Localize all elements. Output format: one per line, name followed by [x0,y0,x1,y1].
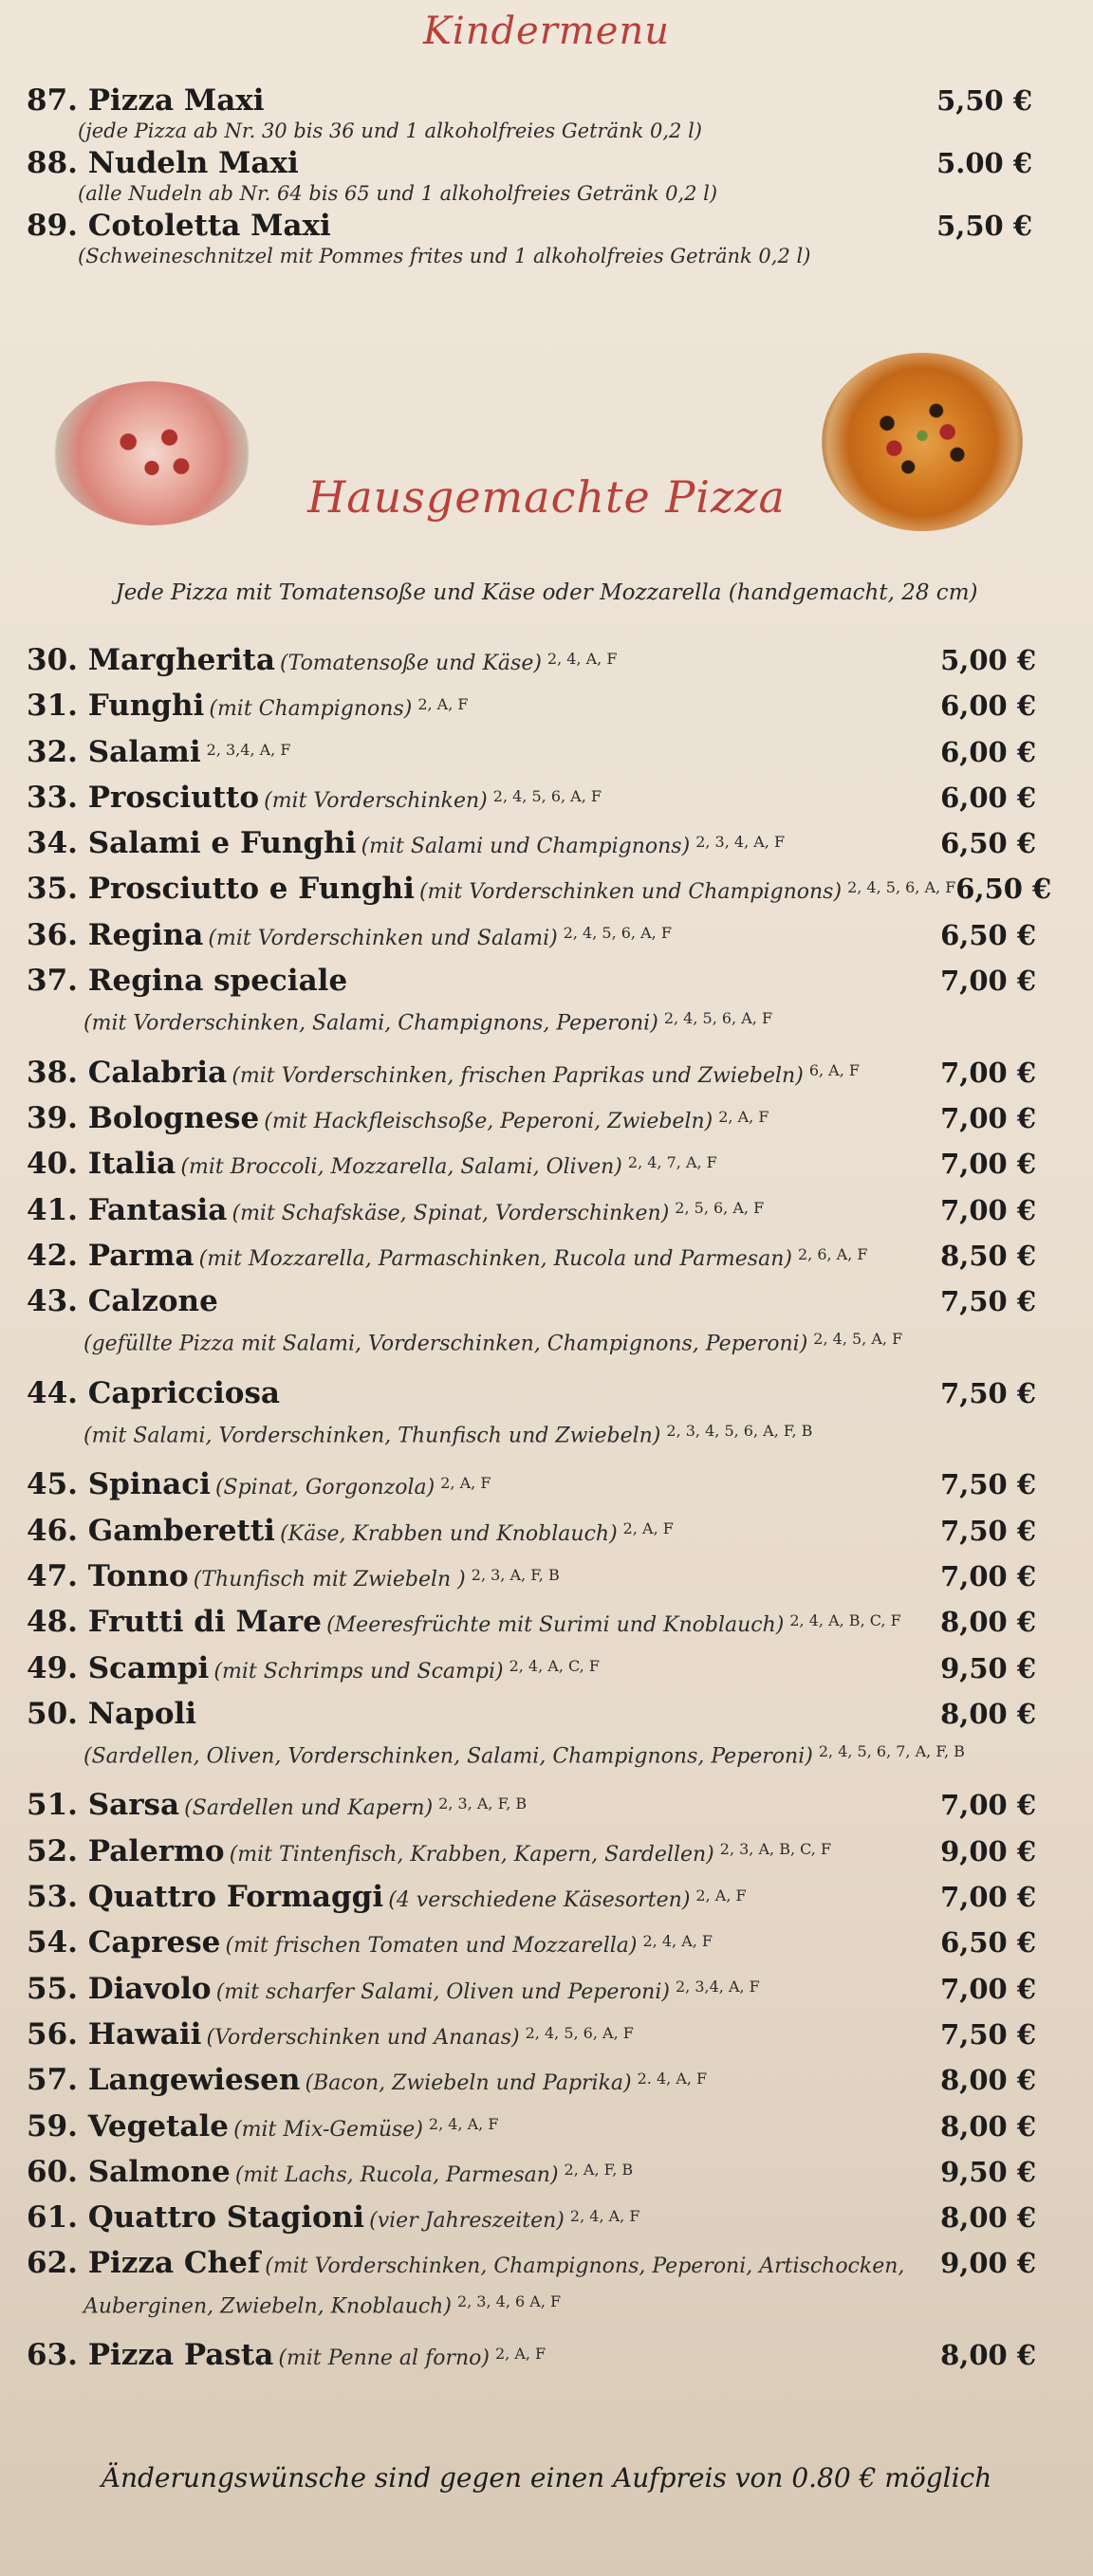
item-line [27,1467,1036,1513]
item-left [27,1559,560,1593]
item-allergens: 2, 4, 5, 6, A, F [563,924,672,943]
item-price: 6,50 € [940,827,1036,860]
item-name: 57. Langewiesen [27,2063,301,2098]
item-left [27,2246,904,2280]
item-allergens: 2, 6, A, F [797,1244,868,1263]
item-allergens: 2, A, F [622,1519,674,1538]
item-left [27,1880,747,1914]
item-allergens: 2, A, F, B [564,2161,634,2180]
item-price: 5,00 € [940,644,1036,676]
item-description: (Sardellen und Kapern) [184,1796,434,1821]
item-line [27,1880,1036,1925]
kids-menu-title: Kindermenu [423,9,670,53]
item-name: 51. Sarsa [27,1788,180,1823]
item-left [27,918,672,952]
menu-item [27,2063,1036,2108]
item-line [27,1559,1036,1605]
item-description: (mit frischen Tomaten und Mozzarella) [225,1934,638,1959]
item-allergens: 2, 4, 5, 6, A, F [847,878,956,897]
item-description: (jede Pizza ab Nr. 30 bis 36 und 1 alkoholfreies Getränk 0,2 l) [78,120,702,142]
item-line [27,735,1036,781]
item-name: 40. Italia [27,1147,176,1182]
pizza-section-intro: Jede Pizza mit Tomatensoße und Käse oder Mozzarella (handgemacht, 28 cm) [115,580,978,605]
item-line [27,2200,1036,2246]
item-description: (mit Broccoli, Mozzarella, Salami, Oliven) [180,1155,622,1180]
menu-item [27,1514,1036,1559]
item-line [27,1056,1036,1101]
item-description: (mit Salami, Vorderschinken, Thunfisch und Zwiebeln) [83,1424,661,1448]
item-left [27,2338,546,2372]
item-price: 8,00 € [940,2064,1036,2097]
item-price: 8,50 € [940,1239,1036,1272]
menu-item [27,2246,1036,2338]
item-name: 48. Frutti di Mare [27,1605,322,1640]
item-name: 55. Diavolo [27,1971,212,2006]
item-allergens: 2, 3, A, B, C, F [719,1840,832,1859]
item-line [27,2246,1036,2291]
item-line [27,2017,1036,2063]
menu-item [27,826,1036,872]
item-allergens: 2, 4, A, F [428,2115,499,2134]
item-name: 35. Prosciutto e Funghi [27,872,415,907]
item-name: 89. Cotoletta Maxi [27,209,331,243]
item-price: 7,50 € [940,1376,1036,1409]
item-line [27,689,1036,734]
item-allergens: 2, 3, A, F, B [471,1565,560,1584]
item-allergens: 2, 3, 4, 5, 6, A, F, B [666,1422,813,1441]
item-left [27,1925,713,1960]
item-price: 7,00 € [940,1559,1036,1592]
item-name: 88. Nudeln Maxi [27,146,299,180]
item-left [27,1514,674,1548]
item-line [27,2155,1036,2200]
item-description: (mit Schrimps und Scampi) [213,1659,504,1684]
item-line [27,1284,1036,1330]
item-line [27,1514,1036,1559]
menu-item [27,918,1036,964]
item-line [27,826,1036,872]
item-name: 34. Salami e Funghi [27,826,357,861]
item-description: (mit Vorderschinken, frischen Paprikas und Zwiebeln) [232,1063,804,1088]
item-line [27,1788,1036,1833]
item-left [27,1834,831,1868]
item-left [27,2063,707,2097]
item-sub-left [83,1742,965,1768]
item-description: (mit Vorderschinken) [264,788,488,813]
item-allergens: 2, 4, 5, 6, A, F [525,2023,634,2042]
item-price: 5.00 € [936,147,1032,179]
menu-item [27,964,1036,1056]
item-price: 7,00 € [940,965,1036,998]
item-allergens: 2, 4, A, C, F [509,1657,600,1676]
item-price: 9,00 € [940,2247,1036,2280]
menu-item [27,83,1032,142]
item-description: (Käse, Krabben und Knoblauch) [280,1521,618,1546]
item-allergens: 2, 4, A, F [546,649,618,668]
item-left [27,1101,769,1135]
item-name: 47. Tonno [27,1558,189,1593]
item-name: 42. Parma [27,1238,195,1273]
item-allergens: 2. 4, A, F [637,2069,708,2088]
item-name: 52. Palermo [27,1833,225,1868]
menu-item [27,1284,1036,1376]
item-left [27,1605,901,1639]
item-left [27,689,469,723]
menu-item [27,209,1032,267]
item-price: 6,50 € [955,873,1052,906]
item-allergens: 2, 4, A, B, C, F [789,1610,901,1629]
menu-item [27,1559,1036,1605]
item-price: 8,00 € [940,2201,1036,2235]
item-name: 45. Spinaci [27,1467,211,1502]
item-allergens: 2, 4, 5, 6, 7, A, F, B [818,1742,965,1761]
item-sub-left [83,2292,561,2318]
item-name: 31. Funghi [27,689,205,724]
item-price: 9,50 € [940,2155,1036,2188]
item-left [27,2017,634,2052]
item-line [27,643,1036,689]
item-name: 30. Margherita [27,643,275,677]
item-name: 61. Quattro Stagioni [27,2200,365,2236]
item-left [27,964,347,998]
item-description: (mit Lachs, Rucola, Parmesan) [234,2162,559,2187]
item-price: 7,50 € [940,1468,1036,1501]
item-name: 41. Fantasia [27,1192,228,1227]
item-left [27,1147,717,1181]
item-line [27,918,1036,964]
item-left [27,2200,639,2235]
item-left [27,2155,633,2189]
menu-item [27,2017,1036,2063]
item-name: 39. Bolognese [27,1100,260,1135]
item-name: 54. Caprese [27,1925,221,1960]
menu-item [27,1101,1036,1147]
menu-item [27,872,1052,917]
item-allergens: 2, 4, 5, 6, A, F [663,1009,773,1028]
item-line [27,964,1036,1009]
item-price: 7,50 € [940,2017,1036,2051]
kids-menu-list [27,83,1032,271]
item-subline [27,1422,1036,1467]
item-name: 56. Hawaii [27,2016,202,2052]
item-name: 38. Calabria [27,1055,228,1090]
item-name: 60. Salmone [27,2154,231,2189]
item-description: (Meeresfrüchte mit Surimi und Knoblauch) [326,1613,785,1638]
menu-item [27,781,1036,826]
item-allergens: 2, 3, 4, 6 A, F [456,2291,562,2310]
item-line [27,781,1036,826]
item-description: (Thunfisch mit Zwiebeln ) [193,1567,466,1592]
menu-item [27,1147,1036,1192]
item-line [27,1605,1036,1650]
item-sub-left [83,1009,772,1035]
item-sub-left [83,1330,902,1355]
item-line [27,1972,1036,2017]
item-name: 32. Salami [27,734,201,769]
item-allergens: 2, A, F [440,1474,491,1493]
item-line [27,1147,1036,1192]
item-name: 44. Capricciosa [27,1375,281,1410]
item-price: 7,00 € [940,1789,1036,1822]
item-price: 7,00 € [940,1193,1036,1226]
item-description: (mit Vorderschinken, Champignons, Peperoni, Artischocken, [265,2254,905,2279]
item-allergens: 2, 4, A, F [569,2206,640,2225]
item-allergens: 6, A, F [808,1061,860,1080]
pizza-section-title: Hausgemachte Pizza [307,471,786,523]
item-description: (Vorderschinken und Ananas) [206,2025,520,2050]
item-description: (mit Tintenfisch, Krabben, Kapern, Sardellen) [229,1842,714,1867]
item-price: 6,50 € [940,1926,1036,1960]
menu-item [27,1834,1036,1880]
item-allergens: 2, 3, A, F, B [438,1794,528,1813]
menu-item [27,1376,1036,1468]
item-subline [27,1330,1036,1375]
item-allergens: 2, 4, 7, A, F [627,1152,717,1171]
item-left [27,1697,196,1731]
item-name: 63. Pizza Pasta [27,2337,274,2372]
item-left [27,781,602,815]
item-description: (alle Nudeln ab Nr. 64 bis 65 und 1 alkoholfreies Getränk 0,2 l) [78,182,718,205]
item-name: 62. Pizza Chef [27,2246,261,2281]
item-description: (mit Hackfleischsoße, Peperoni, Zwiebeln) [264,1109,713,1133]
item-name: 43. Calzone [27,1284,218,1319]
item-line [27,1193,1036,1239]
item-description: (mit Penne al forno) [278,2346,490,2370]
item-price: 5,50 € [936,210,1032,242]
item-allergens: 2, 3,4, A, F [206,741,291,760]
item-price: 8,00 € [940,1606,1036,1639]
item-price: 8,00 € [940,1697,1036,1730]
item-price: 6,00 € [940,735,1036,768]
item-description: (Schweineschnitzel mit Pommes frites und 1 alkoholfreies Getränk 0,2 l) [78,245,811,267]
item-line [27,1925,1036,1971]
item-name: 46. Gamberetti [27,1513,275,1548]
item-description: (mit Vorderschinken und Salami) [208,926,558,950]
item-price: 9,50 € [940,1651,1036,1684]
menu-item [27,1467,1036,1513]
item-left [27,1193,764,1227]
item-price: 8,00 € [940,2109,1036,2143]
item-name: 53. Quattro Formaggi [27,1880,384,1915]
item-allergens: 2, A, F [695,1886,747,1904]
item-price: 7,00 € [940,1056,1036,1089]
menu-item [27,2109,1036,2155]
item-price: 7,00 € [940,1101,1036,1134]
item-line [27,2063,1036,2108]
item-allergens: 2, 4, 5, A, F [813,1330,903,1349]
item-description: (Spinat, Gorgonzola) [214,1476,435,1500]
menu-item [27,1239,1036,1284]
item-price: 6,00 € [940,690,1036,723]
menu-item [27,1193,1036,1239]
menu-item [27,735,1036,781]
item-price: 6,00 € [940,781,1036,814]
item-allergens: 2, 4, A, F [642,1931,713,1950]
item-line [27,1101,1036,1147]
item-name: 87. Pizza Maxi [27,83,265,118]
item-description: (4 verschiedene Käsesorten) [388,1888,691,1913]
item-description: (vier Jahreszeiten) [369,2209,565,2234]
menu-item [27,1651,1036,1697]
item-subline [27,1009,1036,1055]
item-description: (mit Schafskäse, Spinat, Vorderschinken) [232,1201,670,1225]
item-price: 7,00 € [940,1148,1036,1181]
item-name: 59. Vegetale [27,2108,229,2144]
item-name: 50. Napoli [27,1696,197,1731]
menu-item [27,1697,1036,1789]
item-sub-left [83,1422,812,1447]
menu-item [27,1880,1036,1925]
item-left [27,1284,218,1318]
item-allergens: 2, A, F [718,1107,769,1126]
item-price: 7,50 € [940,1514,1036,1547]
item-allergens: 2, 3, 4, A, F [695,832,786,851]
item-description: (mit scharfer Salami, Oliven und Peperoni) [215,1979,670,2004]
item-allergens: 2, 4, 5, 6, A, F [492,786,602,805]
item-description: (mit Mozzarella, Parmaschinken, Rucola und Parmesan) [198,1246,792,1271]
item-left [27,1239,868,1273]
item-left [27,826,785,860]
item-left [27,1788,527,1822]
item-left [27,1651,600,1685]
item-price: 7,00 € [940,1972,1036,2005]
item-allergens: 2, A, F [417,694,469,713]
item-left [27,1376,280,1410]
item-subline [27,2292,1036,2338]
item-line [27,2109,1036,2155]
item-allergens: 2, 5, 6, A, F [675,1199,765,1218]
menu-footer-note: Änderungswünsche sind gegen einen Aufpreis von 0.80 € möglich [101,2462,992,2493]
menu-item [27,1972,1036,2017]
item-name: 37. Regina speciale [27,964,348,999]
item-description: (mit Vorderschinken, Salami, Champignons, Peperoni) [83,1011,658,1036]
item-line [27,1376,1036,1422]
item-allergens: 2, 3,4, A, F [675,1978,760,1996]
menu-item [27,2338,1036,2383]
menu-item [27,2155,1036,2200]
item-description: (Bacon, Zwiebeln und Paprika) [305,2071,632,2096]
menu-item [27,1788,1036,1833]
item-description: (Tomatensoße und Käse) [280,652,542,675]
item-description: Auberginen, Zwiebeln, Knoblauch) [83,2294,452,2319]
menu-item [27,2200,1036,2246]
item-left [27,2109,498,2144]
item-price: 7,00 € [940,1881,1036,1914]
item-price: 6,50 € [940,918,1036,951]
menu-item [27,643,1036,689]
menu-item [27,1056,1036,1101]
item-line [27,1651,1036,1697]
item-left [27,872,955,906]
item-name: 49. Scampi [27,1650,210,1685]
item-left [27,643,617,677]
item-line [27,1697,1036,1742]
menu-item [27,146,1032,205]
item-description: (gefüllte Pizza mit Salami, Vorderschinken, Champignons, Peperoni) [83,1332,808,1356]
item-price: 5,50 € [936,84,1032,117]
item-price: 7,50 € [940,1285,1036,1318]
item-left [27,735,290,769]
item-left [27,1972,760,2006]
item-description: (mit Mix-Gemüse) [233,2117,423,2142]
item-name: 36. Regina [27,917,204,952]
item-line [27,2338,1036,2383]
menu-item [27,1925,1036,1971]
item-line [27,1239,1036,1284]
item-description: (Sardellen, Oliven, Vorderschinken, Salami, Champignons, Peperoni) [83,1744,813,1769]
item-left [27,1056,860,1090]
item-description: (mit Salami und Champignons) [361,835,691,859]
item-line [27,872,1052,917]
pizza-list [27,643,1052,2383]
item-allergens: 2, A, F [494,2344,546,2363]
item-left [27,1467,491,1501]
item-name: 33. Prosciutto [27,780,260,815]
menu-item [27,689,1036,734]
item-description: (mit Champignons) [209,697,413,722]
item-price: 8,00 € [940,2338,1036,2371]
item-line [27,1834,1036,1880]
item-price: 9,00 € [940,1834,1036,1868]
item-description: (mit Vorderschinken und Champignons) [418,880,843,905]
menu-item [27,1605,1036,1650]
item-subline [27,1742,1036,1788]
